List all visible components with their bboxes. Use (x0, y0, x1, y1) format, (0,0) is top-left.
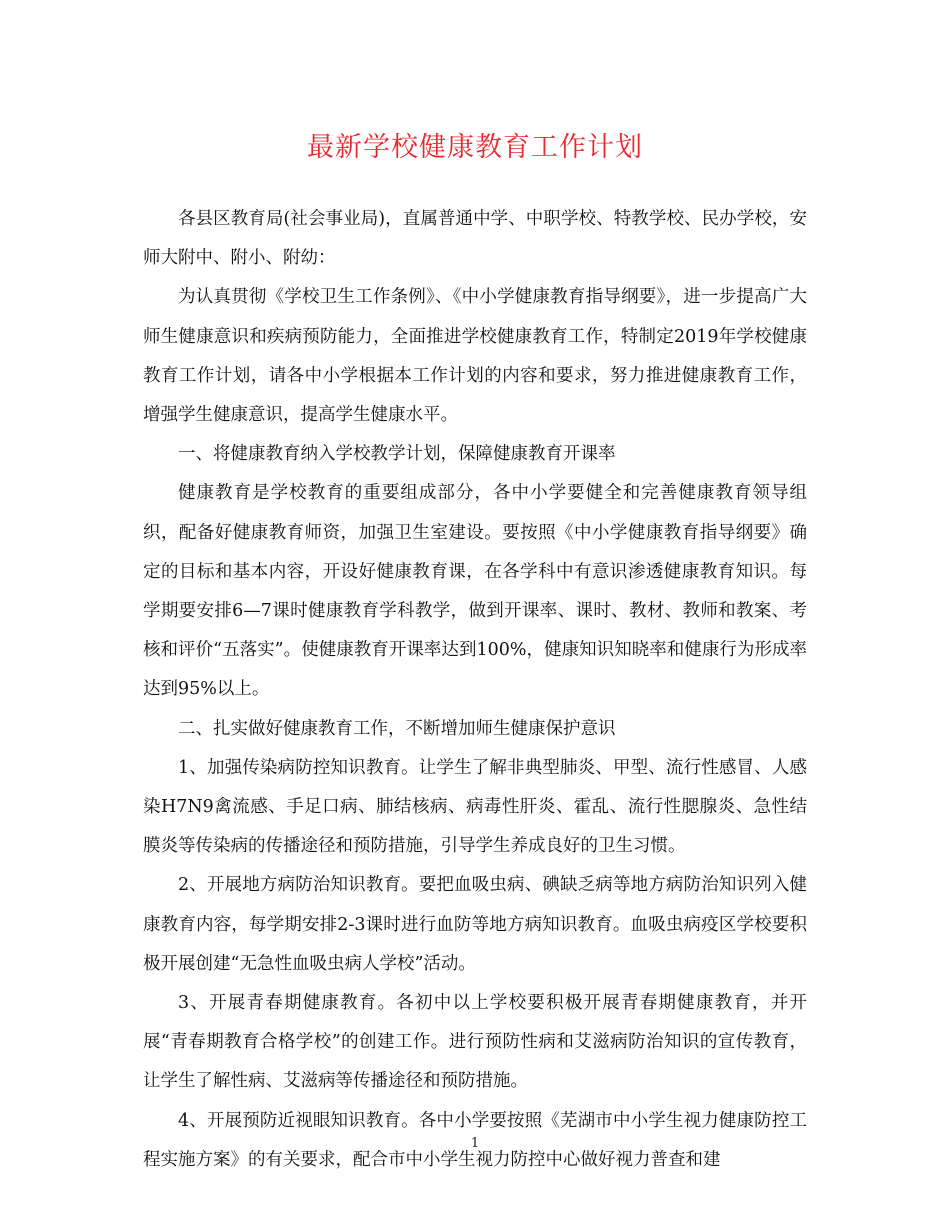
paragraph-intro: 为认真贯彻《学校卫生工作条例》、《中小学健康教育指导纲要》，进一步提高广大师生健康意识和疾病预防能力，全面推进学校健康教育工作，特制定2019年学校健康教育工作计划，请各中小学根据本工作计划的内容和要求，努力推进健康教育工作，增强学生健康意识，提高学生健康水平。 (143, 287, 807, 426)
paragraph-item-1: 1、加强传染病防控知识教育。让学生了解非典型肺炎、甲型、流行性感冒、人感染H7N9禽流感、手足口病、肺结核病、病毒性肝炎、霍乱、流行性腮腺炎、急性结膜炎等传染病的传播途径和预防措施，引导学生养成良好的卫生习惯。 (143, 757, 807, 857)
section-heading-2: 二、扎实做好健康教育工作，不断增加师生健康保护意识 (178, 718, 616, 739)
paragraph-salutation: 各县区教育局(社会事业局)，直属普通中学、中职学校、特教学校、民办学校，安师大附中、附小、附幼： (143, 209, 807, 269)
document-title: 最新学校健康教育工作计划 (307, 132, 643, 163)
paragraph-item-4: 4、开展预防近视眼知识教育。各中小学要按照《芜湖市中小学生视力健康防控工程实施方案》的有关要求，配合市中小学生视力防控中心做好视力普查和建 (143, 1110, 807, 1170)
document-body (143, 200, 807, 1180)
page-number: 1 (470, 1136, 480, 1151)
paragraph-item-3: 3、开展青春期健康教育。各初中以上学校要积极开展青春期健康教育，并开展“青春期教育合格学校”的创建工作。进行预防性病和艾滋病防治知识的宣传教育，让学生了解性病、艾滋病等传播途径和预防措施。 (143, 993, 807, 1092)
paragraph-item-2: 2、开展地方病防治知识教育。要把血吸虫病、碘缺乏病等地方病防治知识列入健康教育内容，每学期安排2-3课时进行血防等地方病知识教育。血吸虫病疫区学校要积极开展创建“无急性血吸虫病人学校”活动。 (143, 875, 807, 974)
paragraph-section-1: 健康教育是学校教育的重要组成部分，各中小学要健全和完善健康教育领导组织，配备好健康教育师资，加强卫生室建设。要按照《中小学健康教育指导纲要》确定的目标和基本内容，开设好健康教育课，在各学科中有意识渗透健康教育知识。每学期要安排6—7课时健康教育学科教学，做到开课率、课时、教材、教师和教案、考核和评价“五落实”。使健康教育开课率达到100%，健康知识知晓率和健康行为形成率达到95%以上。 (143, 483, 807, 700)
section-heading-1: 一、将健康教育纳入学校教学计划，保障健康教育开课率 (178, 444, 616, 465)
